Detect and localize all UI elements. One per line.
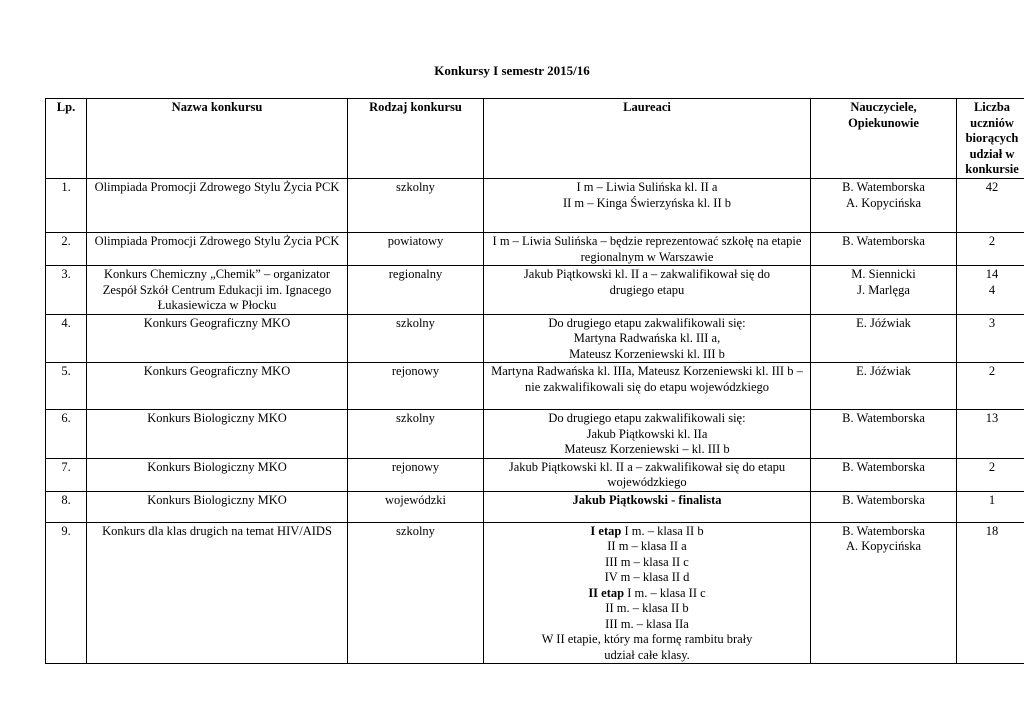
etap1-label: I etap (590, 523, 622, 538)
cell-count: 42 (957, 179, 1024, 233)
cell-type: wojewódzki (348, 491, 484, 522)
cell-lp: 3. (46, 266, 87, 315)
cell-name: Konkurs Geograficzny MKO (87, 314, 348, 363)
cell-type: powiatowy (348, 233, 484, 266)
cell-laureaci: Jakub Piątkowski kl. II a – zakwalifikował się do drugiego etapu (484, 266, 811, 315)
teacher-line: M. Siennicki (851, 267, 916, 281)
cell-type: regionalny (348, 266, 484, 315)
cell-count: 2 (957, 363, 1024, 410)
cell-lp: 8. (46, 491, 87, 522)
laureat-line: II m – Kinga Świerzyńska kl. II b (562, 195, 732, 210)
cell-laureaci (484, 522, 811, 664)
cell-teachers (811, 522, 957, 664)
cell-name: Konkurs Chemiczny „Chemik” – organizator Zespół Szkół Centrum Edukacji im. Ignacego Łukasiewicza w Płocku (87, 266, 348, 315)
etap2-line (487, 586, 807, 602)
cell-name: Konkurs Biologiczny MKO (87, 491, 348, 522)
teacher-line: B. Watemborska (842, 523, 925, 538)
table-row (46, 491, 1024, 522)
etap1-first: I m. – klasa II b (621, 523, 704, 538)
cell-count: 3 (957, 314, 1024, 363)
cell-lp: 2. (46, 233, 87, 266)
teacher-line: A. Kopycińska (846, 539, 921, 553)
cell-name: Konkurs Geograficzny MKO (87, 363, 348, 410)
cell-laureaci: Jakub Piątkowski - finalista (484, 491, 811, 522)
cell-laureaci: Martyna Radwańska kl. IIIa, Mateusz Korzeniewski kl. III b – nie zakwalifikowali się do etapu wojewódzkiego (484, 363, 811, 410)
cell-teachers: B. Watemborska (811, 233, 957, 266)
cell-count: 1 (957, 491, 1024, 522)
laureat-line: I m – Liwia Sulińska kl. II a (576, 180, 718, 194)
table-header-row (46, 99, 1024, 179)
laureat-line: III m. – klasa IIa (605, 616, 689, 631)
cell-name: Olimpiada Promocji Zdrowego Stylu Życia PCK (87, 233, 348, 266)
header-count: Liczba uczniów biorących udział w konkursie (957, 99, 1024, 179)
cell-teachers: B. Watemborska (811, 410, 957, 459)
cell-teachers: E. Jóźwiak (811, 363, 957, 410)
etap2-first: I m. – klasa II c (624, 585, 706, 600)
laureat-line: Mateusz Korzeniewski – kl. III b (564, 442, 730, 456)
cell-name: Konkurs dla klas drugich na temat HIV/AIDS (87, 522, 348, 664)
laureat-line: II m. – klasa II b (605, 601, 689, 615)
cell-name: Konkurs Biologiczny MKO (87, 410, 348, 459)
table-row (46, 233, 1024, 266)
cell-teachers: B. Watemborska (811, 491, 957, 522)
teacher-line: J. Marlęga (857, 282, 910, 297)
cell-type: szkolny (348, 522, 484, 664)
cell-teachers (811, 179, 957, 233)
teacher-line: B. Watemborska (842, 180, 925, 194)
cell-lp: 6. (46, 410, 87, 459)
note-line: W II etapie, który ma formę rambitu brały udział całe klasy. (541, 632, 753, 662)
count-line: 14 (985, 267, 999, 281)
cell-count: 2 (957, 458, 1024, 491)
laureat-line: Mateusz Korzeniewski kl. III b (569, 346, 725, 361)
cell-laureaci: Jakub Piątkowski kl. II a – zakwalifikował się do etapu wojewódzkiego (484, 458, 811, 491)
table-row (46, 522, 1024, 664)
laureat-line: II m – klasa II a (607, 539, 687, 553)
table-row (46, 314, 1024, 363)
cell-type: rejonowy (348, 458, 484, 491)
laureat-line: Jakub Piątkowski kl. IIa (586, 426, 708, 441)
cell-name: Olimpiada Promocji Zdrowego Stylu Życia PCK (87, 179, 348, 233)
cell-name: Konkurs Biologiczny MKO (87, 458, 348, 491)
laureat-line: Do drugiego etapu zakwalifikowali się: (548, 315, 746, 330)
count-line: 4 (988, 282, 996, 297)
cell-type: szkolny (348, 410, 484, 459)
header-laureaci: Laureaci (484, 99, 811, 179)
cell-lp: 5. (46, 363, 87, 410)
cell-laureaci: I m – Liwia Sulińska – będzie reprezentować szkołę na etapie regionalnym w Warszawie (484, 233, 811, 266)
header-teachers: Nauczyciele, Opiekunowie (811, 99, 957, 179)
cell-count: 2 (957, 233, 1024, 266)
cell-type: szkolny (348, 314, 484, 363)
cell-teachers: B. Watemborska (811, 458, 957, 491)
table-row (46, 266, 1024, 315)
cell-teachers (811, 266, 957, 315)
cell-laureaci (484, 314, 811, 363)
header-name: Nazwa konkursu (87, 99, 348, 179)
table-row (46, 363, 1024, 410)
laureat-line: III m – klasa II c (605, 554, 689, 569)
table-row (46, 179, 1024, 233)
cell-lp: 4. (46, 314, 87, 363)
cell-lp: 7. (46, 458, 87, 491)
cell-laureaci (484, 410, 811, 459)
table-row (46, 458, 1024, 491)
laureat-line: Do drugiego etapu zakwalifikowali się: (548, 411, 746, 425)
cell-type: szkolny (348, 179, 484, 233)
cell-count (957, 266, 1024, 315)
contests-table (45, 98, 1024, 664)
cell-laureaci (484, 179, 811, 233)
cell-lp: 9. (46, 522, 87, 664)
header-type: Rodzaj konkursu (348, 99, 484, 179)
page-title: Konkursy I semestr 2015/16 (434, 63, 590, 78)
table-row (46, 410, 1024, 459)
laureat-line: Martyna Radwańska kl. III a, (573, 331, 721, 345)
etap2-label: II etap (588, 585, 625, 600)
etap1-line (487, 524, 807, 540)
cell-count: 18 (957, 522, 1024, 664)
teacher-line: A. Kopycińska (846, 195, 921, 210)
cell-teachers: E. Jóźwiak (811, 314, 957, 363)
laureat-line: IV m – klasa II d (604, 570, 690, 584)
header-lp: Lp. (46, 99, 87, 179)
cell-count: 13 (957, 410, 1024, 459)
cell-lp: 1. (46, 179, 87, 233)
cell-type: rejonowy (348, 363, 484, 410)
